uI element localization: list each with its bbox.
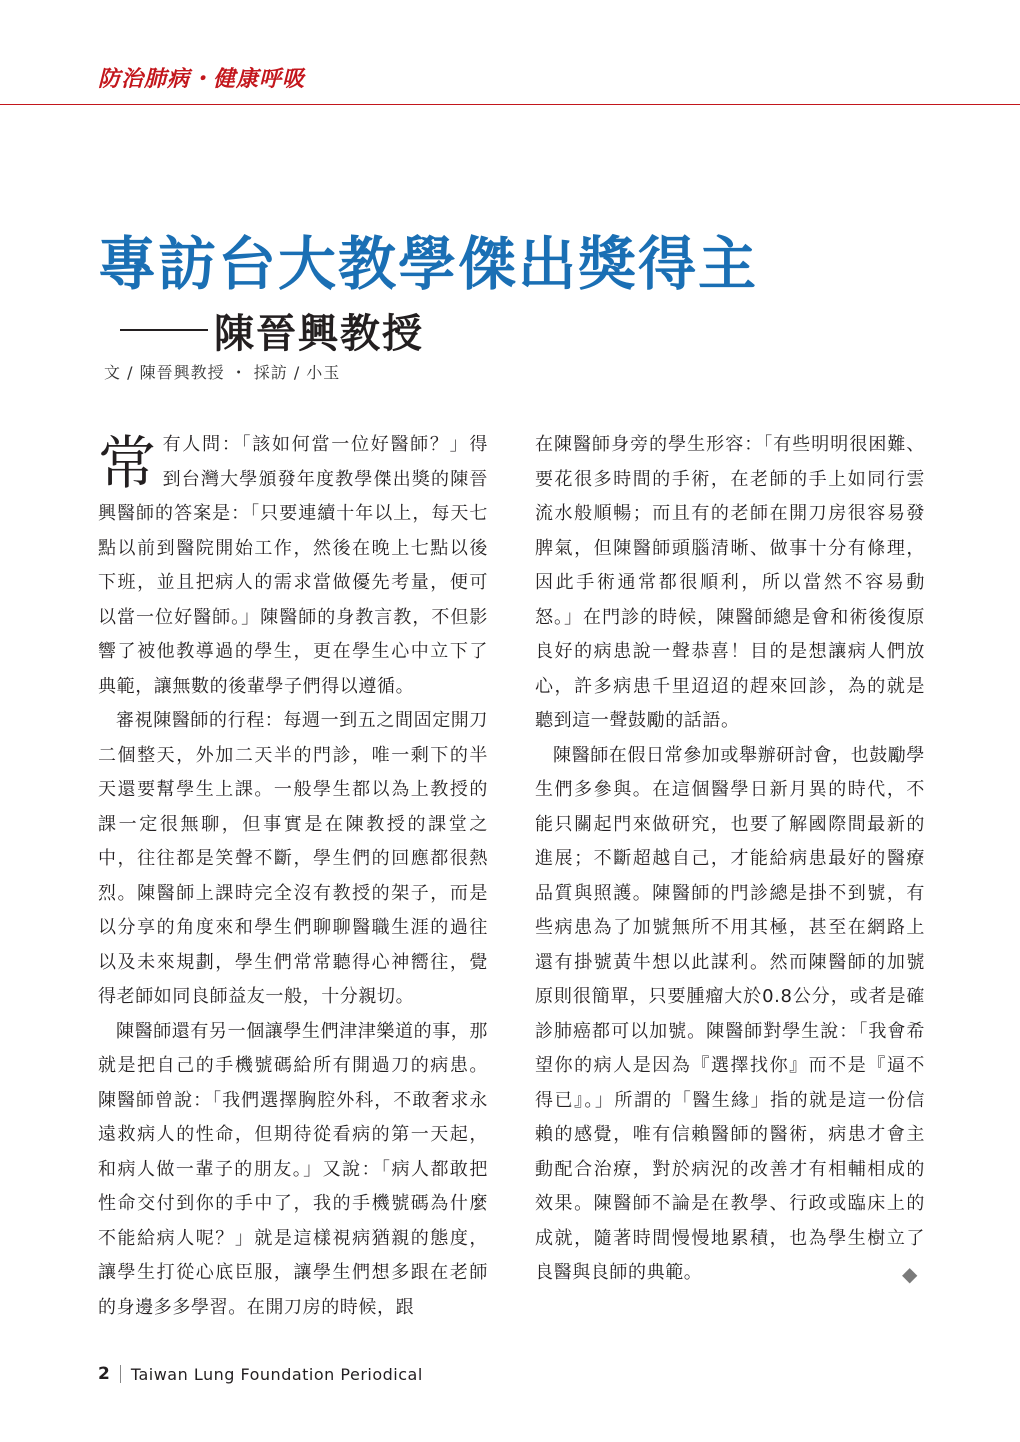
article-title: 專訪台大教學傑出獎得主 <box>98 230 759 298</box>
page-footer <box>98 1364 423 1384</box>
article-column-right <box>535 428 925 1291</box>
paragraph: 審視陳醫師的行程：每週一到五之間固定開刀二個整天，外加二天半的門診，唯一剩下的半天還要幫學生上課。一般學生都以為上教授的課一定很無聊，但事實是在陳教授的課堂之中，往往都是笑聲不斷，學生們的回應都很熱烈。陳醫師上課時完全沒有教授的架子，而是以分享的角度來和學生們聊聊醫職生涯的過往以及未來規劃，學生們常常聽得心神嚮往，覺得老師如同良師益友一般，十分親切。 <box>98 710 488 1007</box>
subtitle-dash <box>120 329 208 331</box>
publication-name: Taiwan Lung Foundation Periodical <box>130 1364 423 1384</box>
article-subtitle: 陳晉興教授 <box>214 310 424 357</box>
paragraph <box>98 428 488 704</box>
header-divider <box>0 104 1020 105</box>
paragraph: 陳醫師還有另一個讓學生們津津樂道的事，那就是把自己的手機號碼給所有開過刀的病患。陳醫師曾說：「我們選擇胸腔外科，不敢奢求永遠救病人的性命，但期待從看病的第一天起，和病人做一輩子的朋友。」又說：「病人都敢把性命交付到你的手中了，我的手機號碼為什麼不能給病人呢？」就是這樣視病猶親的態度，讓學生打從心底臣服，讓學生們想多跟在老師的身邊多多學習。在開刀房的時候，跟 <box>98 1020 488 1318</box>
end-diamond-icon: ◆ <box>902 1262 918 1286</box>
footer-divider <box>120 1365 121 1383</box>
page-number: 2 <box>98 1364 110 1384</box>
paragraph: 陳醫師在假日常參加或舉辦研討會，也鼓勵學生們多參與。在這個醫學日新月異的時代，不能只關起門來做研究，也要了解國際間最新的進展；不斷超越自己，才能給病患最好的醫療品質與照護。陳醫師的門診總是掛不到號，有些病患為了加號無所不用其極，甚至在網路上還有掛號黃牛想以此謀利。然而陳醫師的加號原則很簡單，只要腫瘤大於0.8公分，或者是確診肺癌都可以加號。陳醫師對學生說：「我會希望你的病人是因為『選擇找你』而不是『逼不得已』。」所謂的「醫生緣」指的就是這一份信賴的感覺，唯有信賴醫師的醫術，病患才會主動配合治療，對於病況的改善才有相輔相成的效果。陳醫師不論是在教學、行政或臨床上的成就，隨著時間慢慢地累積，也為學生樹立了良醫與良師的典範。 <box>535 744 925 1283</box>
paragraph: 在陳醫師身旁的學生形容：「有些明明很困難、要花很多時間的手術，在老師的手上如同行雲流水般順暢；而且有的老師在開刀房很容易發脾氣，但陳醫師頭腦清晰、做事十分有條理，因此手術通常都很順利，所以當然不容易動怒。」在門診的時候，陳醫師總是會和術後復原良好的病患說一聲恭喜！目的是想讓病人們放心，許多病患千里迢迢的趕來回診，為的就是聽到這一聲鼓勵的話語。 <box>535 434 925 731</box>
section-header-title: 防治肺病・健康呼吸 <box>98 66 306 92</box>
article-byline: 文 / 陳晉興教授 ・ 採訪 / 小玉 <box>104 363 341 382</box>
subtitle-row <box>120 300 424 360</box>
drop-cap: 常 <box>98 429 157 497</box>
paragraph-text: 有人問：「該如何當一位好醫師？」得到台灣大學頒發年度教學傑出獎的陳晉興醫師的答案是：「只要連續十年以上，每天七點以前到醫院開始工作，然後在晚上七點以後下班，並且把病人的需求當做優先考量，便可以當一位好醫師。」陳醫師的身教言教，不但影響了被他教導過的學生，更在學生心中立下了典範，讓無數的後輩學子們得以遵循。 <box>98 434 488 697</box>
article-column-left <box>98 428 488 1325</box>
